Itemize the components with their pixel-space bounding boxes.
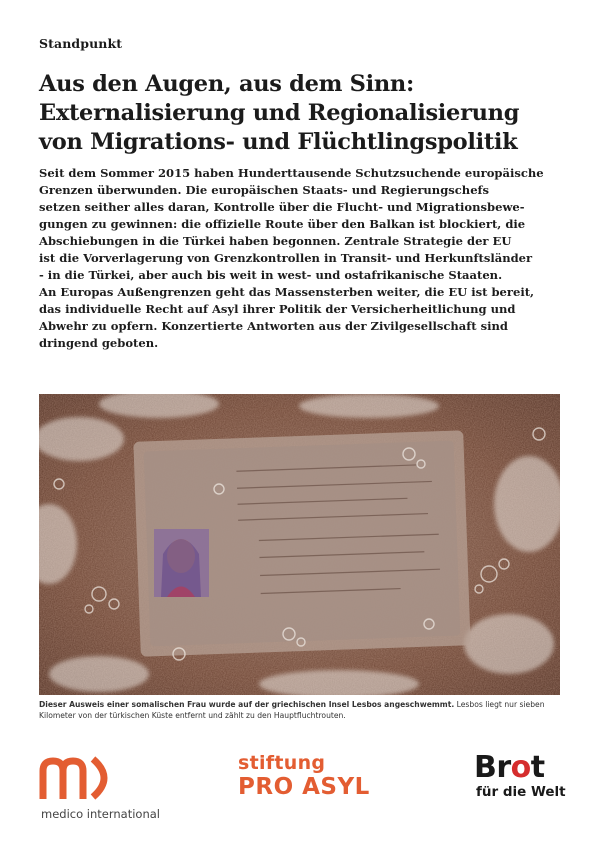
lead-line: gungen zu gewinnen: die offizielle Route über den Balkan ist blockiert, die bbox=[39, 217, 526, 231]
lead-line: Grenzen überwunden. Die europäischen Staats- und Regierungschefs bbox=[39, 183, 490, 197]
pro-asyl-logo bbox=[238, 752, 398, 812]
medico-mark-icon bbox=[39, 755, 119, 801]
title-line: von Migrations- und Flüchtlingspolitik bbox=[39, 129, 518, 155]
article-lead bbox=[39, 165, 574, 352]
brot-fuer-die-welt-logo bbox=[474, 752, 574, 812]
brot-wordmark bbox=[474, 752, 574, 784]
lead-line: An Europas Außengrenzen geht das Massensterben weiter, die EU ist bereit, bbox=[39, 285, 535, 299]
medico-wordmark: medico international bbox=[41, 807, 160, 821]
caption-line: Kilometer von der türkischen Küste entfernt und zählt zu den Hauptfluchtrouten. bbox=[39, 711, 346, 720]
caption-bold: Dieser Ausweis einer somalischen Frau wurde auf der griechischen Insel Lesbos angeschwemmt. bbox=[39, 700, 455, 709]
brot-o: o bbox=[510, 750, 531, 785]
lead-line: ist die Vorverlagerung von Grenzkontrollen in Transit- und Herkunftsländer bbox=[39, 251, 533, 265]
lead-line: Abwehr zu opfern. Konzertierte Antworten aus der Zivilgesellschaft sind bbox=[39, 319, 508, 333]
caption-rest: Lesbos liegt nur sieben bbox=[454, 700, 545, 709]
lead-line: Seit dem Sommer 2015 haben Hunderttausende Schutzsuchende europäische bbox=[39, 166, 544, 180]
lead-line: setzen seither alles daran, Kontrolle über die Flucht- und Migrationsbewe- bbox=[39, 200, 525, 214]
lead-line: dringend geboten. bbox=[39, 336, 159, 350]
brot-part: Br bbox=[474, 750, 511, 785]
article-title bbox=[39, 70, 569, 157]
section-kicker: Standpunkt bbox=[39, 36, 123, 51]
medico-international-logo bbox=[39, 755, 159, 825]
title-line: Externalisierung und Regionalisierung bbox=[39, 100, 520, 126]
article-photo bbox=[39, 394, 560, 695]
title-line: Aus den Augen, aus dem Sinn: bbox=[39, 71, 414, 97]
brot-part: t bbox=[530, 750, 545, 785]
lead-line: das individuelle Recht auf Asyl ihrer Politik der Versicherheitlichung und bbox=[39, 302, 516, 316]
lead-line: Abschiebungen in die Türkei haben begonnen. Zentrale Strategie der EU bbox=[39, 234, 512, 248]
photo-illustration bbox=[39, 394, 560, 695]
pro-asyl-line2: PRO ASYL bbox=[238, 774, 370, 800]
brot-subline: für die Welt bbox=[476, 784, 566, 800]
lead-line: - in die Türkei, aber auch bis weit in west- und ostafrikanische Staaten. bbox=[39, 268, 503, 282]
photo-caption bbox=[39, 699, 564, 721]
caption-line bbox=[39, 699, 564, 710]
pro-asyl-line1: stiftung bbox=[238, 752, 326, 774]
